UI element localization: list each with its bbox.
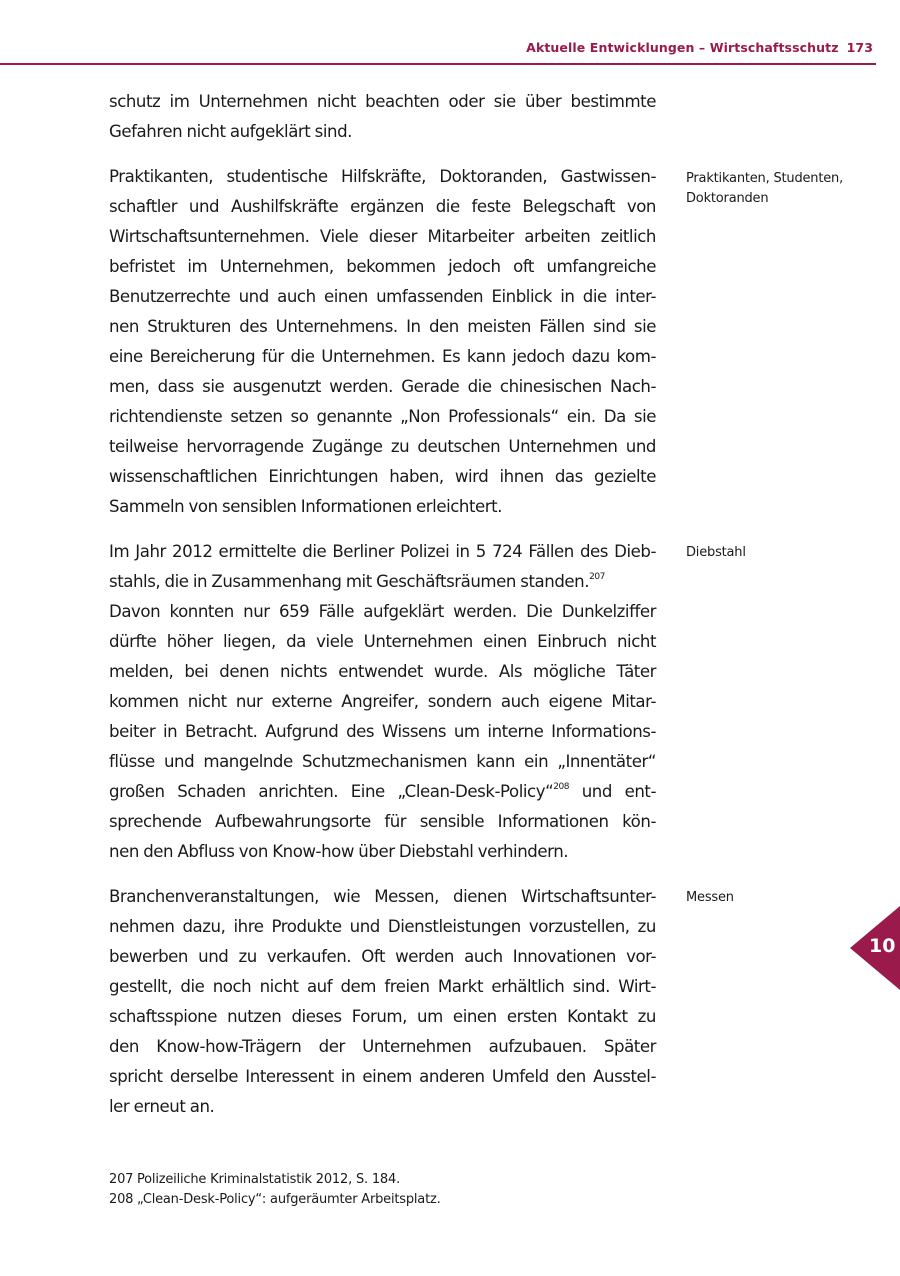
- page-number: 173: [846, 40, 873, 55]
- margin-note-line: Messen: [686, 890, 734, 905]
- text-line: Praktikanten, studentische Hilfskräfte, Doktoranden, Gastwissen-: [109, 167, 656, 186]
- text-line: nen den Abfluss von Know-how über Diebstahl verhindern.: [109, 842, 569, 861]
- chapter-number: 10: [869, 935, 896, 957]
- text-line: befristet im Unternehmen, bekommen jedoch oft umfangreiche: [109, 257, 656, 276]
- margin-note-line: Doktoranden: [686, 191, 769, 206]
- text-line: nen Strukturen des Unternehmens. In den meisten Fällen sind sie: [109, 317, 656, 336]
- text-line: eine Bereicherung für die Unternehmen. Es kann jedoch dazu kom-: [109, 347, 656, 366]
- footnote-text: „Clean-Desk-Policy“: aufgeräumter Arbeitsplatz.: [137, 1192, 441, 1207]
- text-line: Im Jahr 2012 ermittelte die Berliner Polizei in 5 724 Fällen des Dieb-: [109, 542, 656, 561]
- text-line: flüsse und mangelnde Schutzmechanismen kann ein „Innentäter“: [109, 752, 656, 771]
- text-run: und ent-: [569, 782, 656, 801]
- text-line: bewerben und zu verkaufen. Oft werden auch Innovationen vor-: [109, 947, 656, 966]
- text-line: Sammeln von sensiblen Informationen erleichtert.: [109, 497, 503, 516]
- text-line: kommen nicht nur externe Angreifer, sondern auch eigene Mitar-: [109, 692, 656, 711]
- footnote-number: 208: [109, 1192, 134, 1207]
- text-line: dürfte höher liegen, da viele Unternehmen einen Einbruch nicht: [109, 632, 656, 651]
- margin-note-messen: [686, 888, 856, 908]
- footnote-number: 207: [109, 1172, 134, 1187]
- footnote-207: [109, 1170, 441, 1190]
- text-run: großen Schaden anrichten. Eine „Clean-Desk-Policy“: [109, 782, 554, 801]
- footnote-ref-207[interactable]: 207: [589, 572, 605, 582]
- text-line: melden, bei denen nichts entwendet wurde. Als mögliche Täter: [109, 662, 656, 681]
- text-line: Gefahren nicht aufgeklärt sind.: [109, 122, 352, 141]
- header-rule: [0, 63, 876, 65]
- text-line: Branchenveranstaltungen, wie Messen, dienen Wirtschaftsunter-: [109, 887, 656, 906]
- margin-note-diebstahl: [686, 543, 856, 563]
- paragraph-1: [109, 87, 656, 147]
- paragraph-3: [109, 537, 656, 867]
- text-line: spricht derselbe Interessent in einem anderen Umfeld den Ausstel-: [109, 1067, 656, 1086]
- paragraph-2: [109, 162, 656, 522]
- text-line: [109, 777, 656, 807]
- text-line: richtendienste setzen so genannte „Non Professionals“ ein. Da sie: [109, 407, 656, 426]
- text-line: den Know-how-Trägern der Unternehmen aufzubauen. Später: [109, 1037, 656, 1056]
- text-line: Benutzerrechte und auch einen umfassenden Einblick in die inter-: [109, 287, 656, 306]
- margin-note-praktikanten: [686, 169, 856, 209]
- text-line: gestellt, die noch nicht auf dem freien Markt erhältlich sind. Wirt-: [109, 977, 656, 996]
- footnote-208: [109, 1190, 441, 1210]
- text-line: ler erneut an.: [109, 1097, 215, 1116]
- text-line: nehmen dazu, ihre Produkte und Dienstleistungen vorzustellen, zu: [109, 917, 656, 936]
- footnote-text: Polizeiliche Kriminalstatistik 2012, S. 184.: [137, 1172, 401, 1187]
- running-header: [526, 40, 873, 55]
- text-line: wissenschaftlichen Einrichtungen haben, wird ihnen das gezielte: [109, 467, 656, 486]
- text-line: men, dass sie ausgenutzt werden. Gerade die chinesischen Nach-: [109, 377, 656, 396]
- text-line: schaftsspione nutzen dieses Forum, um einen ersten Kontakt zu: [109, 1007, 656, 1026]
- text-line: beiter in Betracht. Aufgrund des Wissens um interne Informations-: [109, 722, 656, 741]
- text-run: stahls, die in Zusammenhang mit Geschäftsräumen standen.: [109, 572, 590, 591]
- running-title: Aktuelle Entwicklungen – Wirtschaftsschutz: [526, 40, 839, 55]
- text-line: schutz im Unternehmen nicht beachten oder sie über bestimmte: [109, 92, 656, 111]
- text-line: sprechende Aufbewahrungsorte für sensible Informationen kön-: [109, 812, 656, 831]
- footnotes: [109, 1170, 441, 1210]
- text-line: schaftler und Aushilfskräfte ergänzen die feste Belegschaft von: [109, 197, 656, 216]
- text-line: Davon konnten nur 659 Fälle aufgeklärt werden. Die Dunkelziffer: [109, 602, 656, 621]
- text-line: teilweise hervorragende Zugänge zu deutschen Unternehmen und: [109, 437, 656, 456]
- text-line: [109, 567, 656, 597]
- margin-note-line: Praktikanten, Studenten,: [686, 171, 844, 186]
- text-line: Wirtschaftsunternehmen. Viele dieser Mitarbeiter arbeiten zeitlich: [109, 227, 656, 246]
- margin-note-line: Diebstahl: [686, 545, 746, 560]
- footnote-ref-208[interactable]: 208: [553, 782, 570, 792]
- paragraph-4: [109, 882, 656, 1122]
